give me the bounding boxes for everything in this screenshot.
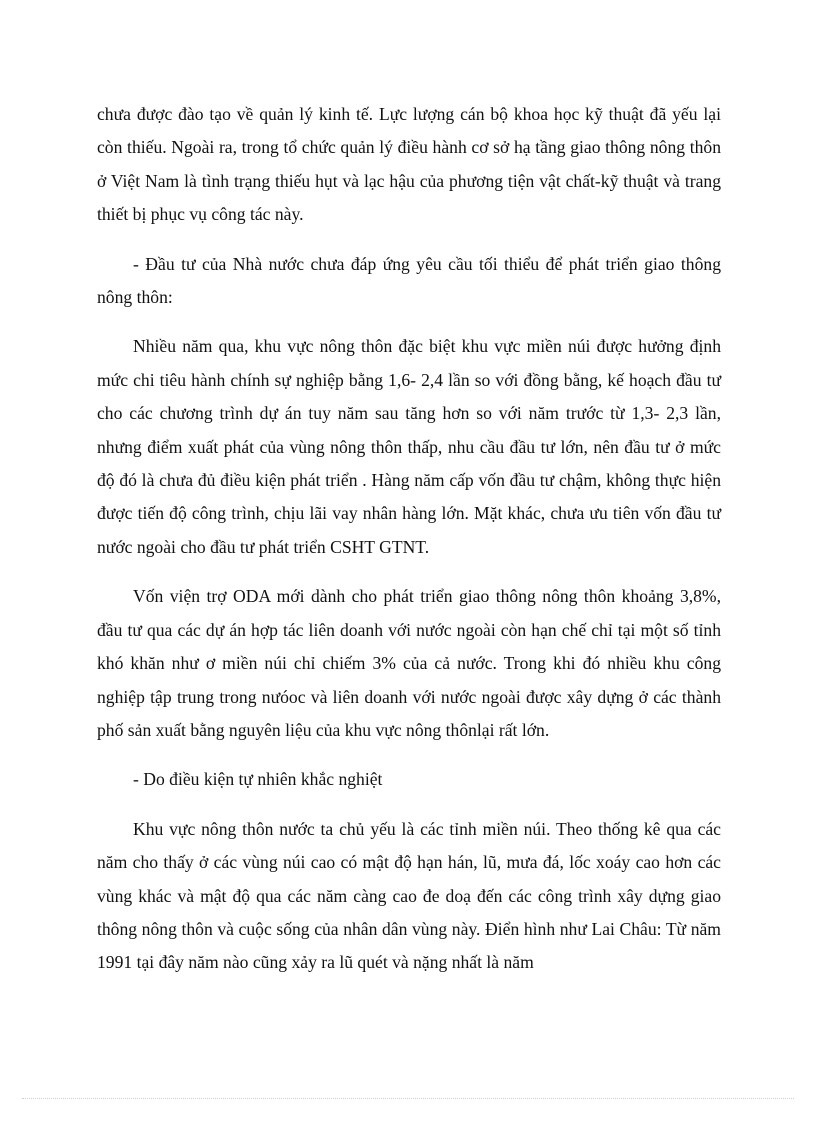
- paragraph-mountain-regions: Khu vực nông thôn nước ta chủ yếu là các tỉnh miền núi. Theo thống kê qua các năm cho thấy ở các vùng núi cao có mật độ hạn hán, lũ, mưa đá, lốc xoáy cao hơn các vùng khác và mật độ qua các năm càng cao đe doạ đến các công trình xây dựng giao thông nông thôn và cuộc sống của nhân dân vùng này. Điển hình như Lai Châu: Từ năm 1991 tại đây năm nào cũng xảy ra lũ quét và nặng nhất là năm: [97, 818, 721, 973]
- document-page: [97, 98, 721, 980]
- paragraph-oda-aid: Vốn viện trợ ODA mới dành cho phát triển giao thông nông thôn khoảng 3,8%, đầu tư qua các dự án hợp tác liên doanh với nước ngoài còn hạn chế chỉ tại một số tỉnh khó khăn như ơ miền núi chỉ chiếm 3% của cả nước. Trong khi đó nhiều khu công nghiệp tập trung trong nưóoc và liên doanh với nước ngoài được xây dựng ở các thành phố sản xuất bằng nguyên liệu của khu vực nông thônlại rất lớn.: [97, 586, 721, 740]
- paragraph-heading-natural-conditions: - Do điều kiện tự nhiên khắc nghiệt: [133, 769, 383, 790]
- page-bottom-divider: [22, 1098, 794, 1099]
- paragraph-management-shortcomings: chưa được đào tạo về quản lý kinh tế. Lực lượng cán bộ khoa học kỹ thuật đã yếu lại còn thiếu. Ngoài ra, trong tổ chức quản lý điều hành cơ sở hạ tầng giao thông nông thôn ở Việt Nam là tình trạng thiếu hụt và lạc hậu của phương tiện vật chất-kỹ thuật và trang thiết bị phục vụ công tác này.: [97, 104, 721, 225]
- paragraph-investment-levels: Nhiều năm qua, khu vực nông thôn đặc biệt khu vực miền núi được hưởng định mức chi tiêu hành chính sự nghiệp bằng 1,6- 2,4 lần so với đồng bằng, kế hoạch đầu tư cho các chương trình dự án tuy năm sau tăng hơn so với năm trước từ 1,3- 2,3 lần, nhưng điểm xuất phát của vùng nông thôn thấp, nhu cầu đầu tư lớn, nên đầu tư ở mức độ đó là chưa đủ điều kiện phát triển . Hàng năm cấp vốn đầu tư chậm, không thực hiện được tiến độ công trình, chịu lãi vay nhân hàng lớn. Mặt khác, chưa ưu tiên vốn đầu tư nước ngoài cho đầu tư phát triển CSHT GTNT.: [97, 336, 721, 557]
- paragraph-heading-state-investment: - Đầu tư của Nhà nước chưa đáp ứng yêu cầu tối thiểu để phát triển giao thông nông thôn:: [97, 253, 721, 308]
